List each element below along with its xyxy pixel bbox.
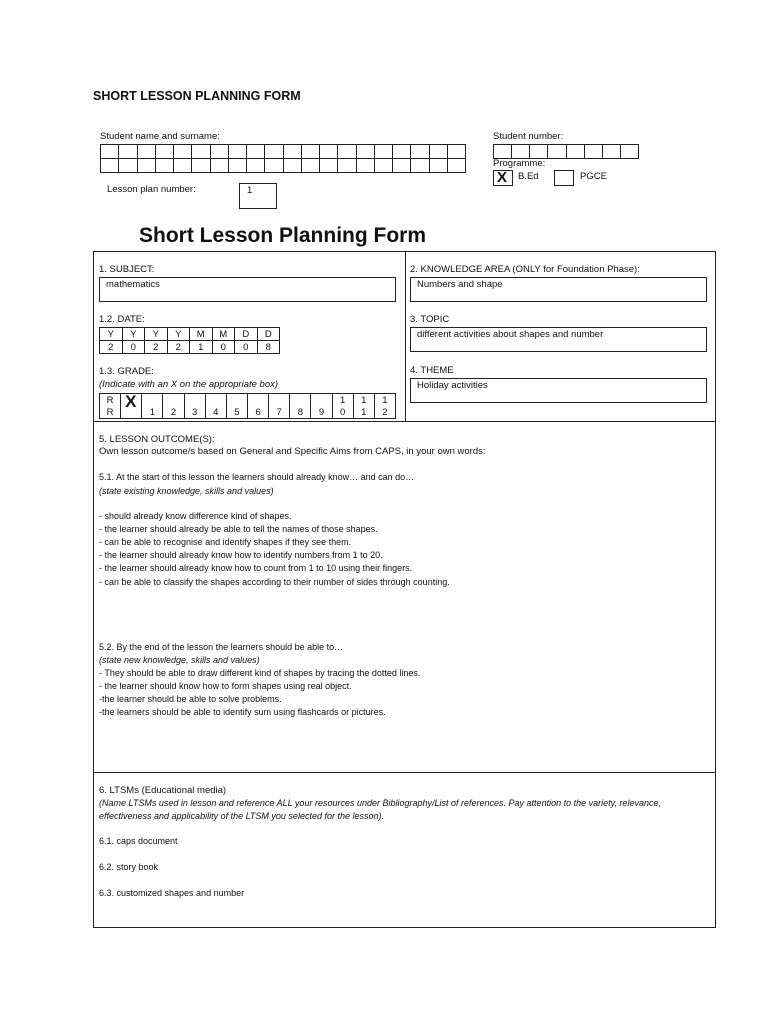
grade-cell[interactable]: 7: [269, 406, 290, 419]
date-header-cell[interactable]: M: [212, 328, 235, 341]
name-letter-cell[interactable]: [447, 145, 465, 159]
name-letter-cell[interactable]: [356, 145, 374, 159]
grade-cell[interactable]: 1: [353, 406, 374, 419]
grade-cell-top[interactable]: [290, 394, 311, 407]
grade-cell[interactable]: 2: [163, 406, 184, 419]
page-title: SHORT LESSON PLANNING FORM: [93, 89, 301, 103]
name-letter-cell[interactable]: [283, 159, 301, 173]
topic-value: different activities about shapes and number: [417, 329, 604, 340]
topic-label: 3. TOPIC: [410, 314, 450, 325]
grade-cell-top[interactable]: [205, 394, 226, 407]
grade-cell[interactable]: 0: [332, 406, 353, 419]
date-digit-cell[interactable]: 2: [167, 341, 190, 354]
date-digit-cell[interactable]: 0: [212, 341, 235, 354]
date-digit-cell[interactable]: 2: [100, 341, 123, 354]
number-digit-cell[interactable]: [494, 145, 512, 159]
name-letter-cell[interactable]: [429, 159, 447, 173]
knowledge-area-value: Numbers and shape: [417, 279, 503, 290]
theme-field[interactable]: [410, 378, 707, 403]
number-digit-cell[interactable]: [566, 145, 584, 159]
lesson-plan-number-label: Lesson plan number:: [107, 184, 196, 195]
student-number-label: Student number:: [493, 131, 564, 142]
bed-option-label: B.Ed: [518, 171, 539, 182]
ltsm-item: 6.1. caps document: [99, 836, 178, 846]
grade-cell-top[interactable]: [226, 394, 247, 407]
ltsm-item: 6.2. story book: [99, 862, 159, 872]
date-label: 1.2. DATE:: [99, 314, 145, 325]
ltsm-note: (Name LTSMs used in lesson and reference ALL your resources under Bibliography/List of references. Pay attention to the variety, relevance, effectiveness and applicability of the LTSM you selected for the lesson).: [99, 798, 661, 821]
name-letter-cell[interactable]: [374, 145, 392, 159]
name-letter-cell[interactable]: [301, 159, 319, 173]
ltsm-label: 6. LTSMs (Educational media): [99, 785, 227, 796]
outcomes-label: 5. LESSON OUTCOME(S):: [99, 434, 215, 445]
bed-checkbox[interactable]: [493, 170, 513, 186]
grade-cell-top[interactable]: 1: [374, 394, 395, 407]
list-item: - They should be able to draw different kind of shapes by tracing the dotted lines.: [99, 668, 421, 678]
name-letter-cell[interactable]: [101, 145, 119, 159]
name-letter-cell[interactable]: [301, 145, 319, 159]
grade-cell[interactable]: 5: [226, 406, 247, 419]
knowledge-area-field[interactable]: [410, 277, 707, 302]
date-digit-cell[interactable]: 0: [122, 341, 145, 354]
date-header-cell[interactable]: Y: [167, 328, 190, 341]
grade-cell[interactable]: R: [100, 406, 121, 419]
number-digit-cell[interactable]: [512, 145, 530, 159]
subject-field[interactable]: [99, 277, 396, 302]
section-divider: [93, 772, 715, 773]
topic-field[interactable]: [410, 327, 707, 352]
name-letter-cell[interactable]: [283, 145, 301, 159]
selected-x-mark: X: [497, 169, 508, 186]
number-digit-cell[interactable]: [530, 145, 548, 159]
number-digit-cell[interactable]: [620, 145, 638, 159]
date-header-cell[interactable]: D: [235, 328, 258, 341]
name-letter-cell[interactable]: [320, 159, 338, 173]
list-item: -the learner should be able to solve problems.: [99, 694, 282, 704]
student-name-label: Student name and surname:: [100, 131, 220, 142]
grade-cell-top[interactable]: [142, 394, 163, 407]
name-letter-cell[interactable]: [119, 145, 137, 159]
date-header-cell[interactable]: Y: [145, 328, 168, 341]
name-letter-cell[interactable]: [137, 145, 155, 159]
list-item: - can be able to classify the shapes according to their number of sides through counting.: [99, 577, 450, 587]
s51-title: 5.1. At the start of this lesson the learners should already know… and can do…: [99, 472, 415, 482]
grade-cell[interactable]: 2: [374, 406, 395, 419]
pgce-checkbox[interactable]: [554, 170, 574, 186]
list-item: - the learner should know how to form shapes using real object.: [99, 681, 352, 691]
outcomes-intro: Own lesson outcome/s based on General and Specific Aims from CAPS, in your own words:: [99, 446, 486, 457]
pgce-option-label: PGCE: [580, 171, 607, 182]
programme-label: Programme:: [493, 158, 546, 169]
name-letter-cell[interactable]: [228, 159, 246, 173]
grade-cell-top[interactable]: [311, 394, 332, 407]
lesson-plan-number-field[interactable]: [239, 183, 277, 209]
date-digit-cell[interactable]: 2: [145, 341, 168, 354]
name-letter-cell[interactable]: [247, 159, 265, 173]
grade-grid[interactable]: [99, 393, 396, 419]
name-letter-cell[interactable]: [374, 159, 392, 173]
name-letter-cell[interactable]: [411, 145, 429, 159]
form-title: Short Lesson Planning Form: [139, 224, 427, 247]
name-letter-cell[interactable]: [338, 159, 356, 173]
name-letter-cell[interactable]: [247, 145, 265, 159]
knowledge-area-label: 2. KNOWLEDGE AREA (ONLY for Foundation Phase):: [410, 264, 640, 275]
name-letter-cell[interactable]: [192, 145, 210, 159]
name-letter-cell[interactable]: [101, 159, 119, 173]
s52-note: (state new knowledge, skills and values): [99, 655, 260, 665]
grade-cell-top[interactable]: 1: [353, 394, 374, 407]
grade-cell[interactable]: [121, 392, 142, 419]
grade-cell[interactable]: 1: [142, 406, 163, 419]
name-letter-cell[interactable]: [228, 145, 246, 159]
theme-label: 4. THEME: [410, 365, 454, 376]
number-digit-cell[interactable]: [584, 145, 602, 159]
name-letter-cell[interactable]: [320, 145, 338, 159]
grade-cell[interactable]: 8: [290, 406, 311, 419]
grade-cell[interactable]: 4: [205, 406, 226, 419]
list-item: -the learners should be able to identify sum using flashcards or pictures.: [99, 707, 386, 717]
name-letter-cell[interactable]: [356, 159, 374, 173]
grade-cell-top[interactable]: 1: [332, 394, 353, 407]
name-letter-cell[interactable]: [155, 145, 173, 159]
name-letter-cell[interactable]: [210, 159, 228, 173]
date-header-cell[interactable]: Y: [100, 328, 123, 341]
date-header-cell[interactable]: D: [257, 328, 280, 341]
date-grid[interactable]: [99, 327, 280, 354]
name-letter-cell[interactable]: [447, 159, 465, 173]
name-letter-cell[interactable]: [411, 159, 429, 173]
date-header-cell[interactable]: Y: [122, 328, 145, 341]
subject-label: 1. SUBJECT:: [99, 264, 155, 275]
date-digit-cell[interactable]: 1: [190, 341, 213, 354]
name-letter-cell[interactable]: [429, 145, 447, 159]
list-item: - the learner should already know how to count from 1 to 10 using their fingers.: [99, 563, 413, 573]
number-digit-cell[interactable]: [548, 145, 566, 159]
theme-value: Holiday activities: [417, 380, 488, 391]
student-name-grid[interactable]: [100, 144, 466, 173]
s52-title: 5.2. By the end of the lesson the learners should be able to…: [99, 642, 344, 652]
list-item: - should already know difference kind of shapes.: [99, 511, 292, 521]
list-item: - the learner should already be able to tell the names of those shapes.: [99, 524, 378, 534]
list-item: - can be able to recognise and identify shapes if they see them.: [99, 537, 352, 547]
grade-cell-top[interactable]: [163, 394, 184, 407]
number-digit-cell[interactable]: [602, 145, 620, 159]
name-letter-cell[interactable]: [174, 145, 192, 159]
grade-cell-top[interactable]: R: [100, 394, 121, 407]
grade-cell[interactable]: 3: [184, 406, 205, 419]
grade-selected-x-mark: X: [125, 392, 137, 411]
ltsm-item: 6.3. customized shapes and number: [99, 888, 245, 898]
student-number-grid[interactable]: [493, 144, 639, 159]
date-digit-cell[interactable]: 8: [257, 341, 280, 354]
section-divider: [93, 421, 715, 422]
s51-note: (state existing knowledge, skills and values): [99, 486, 274, 496]
grade-cell-top[interactable]: [247, 394, 268, 407]
name-letter-cell[interactable]: [119, 159, 137, 173]
lesson-plan-number-value: 1: [247, 185, 253, 196]
name-letter-cell[interactable]: [265, 159, 283, 173]
grade-instruction: (Indicate with an X on the appropriate box): [99, 379, 279, 390]
name-letter-cell[interactable]: [338, 145, 356, 159]
name-letter-cell[interactable]: [192, 159, 210, 173]
name-letter-cell[interactable]: [265, 145, 283, 159]
grade-cell-top[interactable]: [269, 394, 290, 407]
grade-cell[interactable]: 6: [247, 406, 268, 419]
grade-cell[interactable]: 9: [311, 406, 332, 419]
date-digit-cell[interactable]: 0: [235, 341, 258, 354]
column-divider: [405, 251, 406, 421]
subject-value: mathematics: [106, 279, 160, 290]
name-letter-cell[interactable]: [393, 145, 411, 159]
name-letter-cell[interactable]: [174, 159, 192, 173]
name-letter-cell[interactable]: [155, 159, 173, 173]
name-letter-cell[interactable]: [393, 159, 411, 173]
grade-cell-top[interactable]: [184, 394, 205, 407]
name-letter-cell[interactable]: [210, 145, 228, 159]
list-item: - the learner should already know how to identify numbers from 1 to 20.: [99, 550, 383, 560]
grade-label: 1.3. GRADE:: [99, 366, 154, 377]
date-header-cell[interactable]: M: [190, 328, 213, 341]
name-letter-cell[interactable]: [137, 159, 155, 173]
